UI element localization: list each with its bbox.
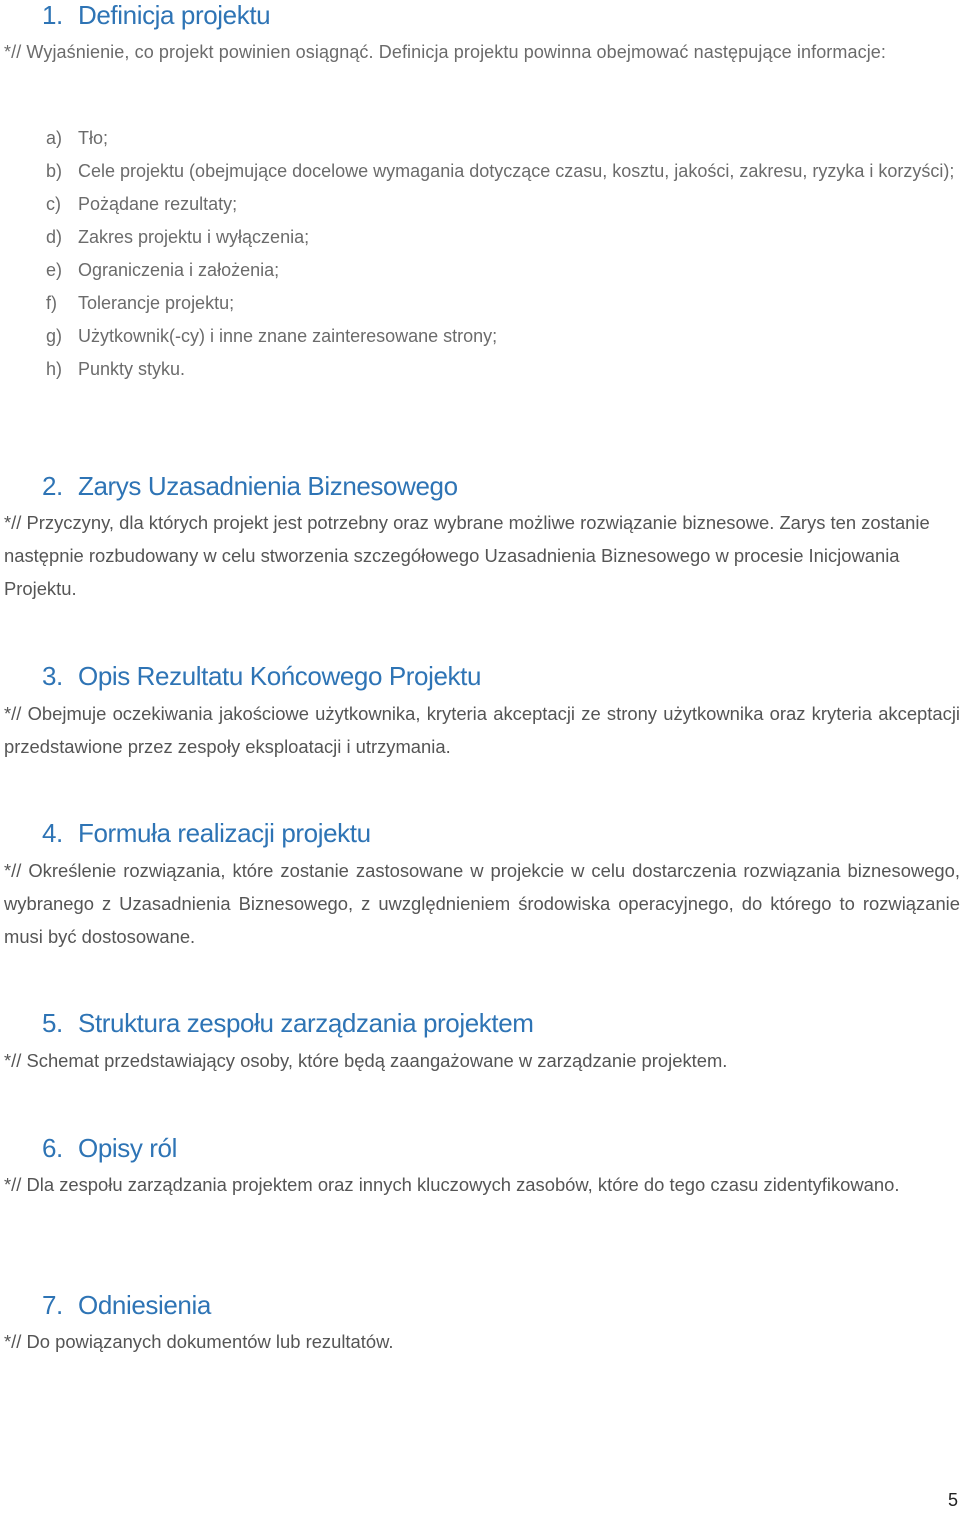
list-marker: g) [46, 326, 63, 346]
section-4-heading [42, 818, 371, 848]
list-marker: e) [46, 260, 63, 280]
section-4-text: *// Określenie rozwiązania, które zostanie zastosowane w projekcie w celu dostarczenia rozwiązania biznesowego, wybranego z Uzasadnienia Biznesowego, z uwzględnieniem środowiska operacyjnego, do którego to rozwiązanie musi być dostosowane. [4, 860, 960, 947]
section-title: Zarys Uzasadnienia Biznesowego [78, 471, 458, 501]
section-1-heading [42, 0, 270, 30]
list-marker: c) [46, 194, 61, 214]
section-6-heading [42, 1133, 177, 1163]
list-item [46, 320, 960, 353]
list-text: Użytkownik(-cy) i inne znane zainteresowane strony; [78, 326, 498, 346]
page-number: 5 [947, 1490, 958, 1510]
list-item [46, 254, 960, 287]
section-number: 6. [42, 1133, 63, 1163]
section-number: 4. [42, 818, 63, 848]
section-number: 5. [42, 1008, 63, 1038]
section-1-text: *// Wyjaśnienie, co projekt powinien osiągnąć. Definicja projektu powinna obejmować następujące informacje: [4, 42, 887, 62]
section-number: 7. [42, 1290, 63, 1320]
section-5-text: *// Schemat przedstawiający osoby, które będą zaangażowane w zarządzanie projektem. [4, 1050, 728, 1071]
section-title: Struktura zespołu zarządzania projektem [78, 1008, 534, 1038]
list-item [46, 122, 960, 155]
section-title: Formuła realizacji projektu [78, 818, 371, 848]
section-7-heading [42, 1290, 211, 1320]
section-2-heading [42, 471, 458, 501]
list-text: Tło; [78, 128, 109, 148]
list-marker: d) [46, 227, 63, 247]
list-text: Zakres projektu i wyłączenia; [78, 227, 310, 247]
list-item [46, 353, 960, 386]
section-7-text: *// Do powiązanych dokumentów lub rezultatów. [4, 1331, 394, 1352]
list-marker: f) [46, 293, 57, 313]
list-text: Cele projektu (obejmujące docelowe wymagania dotyczące czasu, kosztu, jakości, zakresu, ryzyka i korzyści); [78, 161, 955, 181]
list-item [46, 287, 960, 320]
list-text: Tolerancje projektu; [78, 293, 235, 313]
list-text: Punkty styku. [78, 359, 186, 379]
list-marker: b) [46, 161, 63, 181]
section-6-text: *// Dla zespołu zarządzania projektem oraz innych kluczowych zasobów, które do tego czasu zidentyfikowano. [4, 1174, 900, 1195]
section-title: Definicja projektu [78, 0, 271, 30]
list-item [46, 221, 960, 254]
section-3-text: *// Obejmuje oczekiwania jakościowe użytkownika, kryteria akceptacji ze strony użytkownika oraz kryteria akceptacji przedstawione przez zespoły eksploatacji i utrzymania. [4, 703, 960, 757]
list-text: Ograniczenia i założenia; [78, 260, 280, 280]
list-marker: a) [46, 128, 63, 148]
section-number: 2. [42, 471, 63, 501]
list-text: Pożądane rezultaty; [78, 194, 238, 214]
section-5-heading [42, 1008, 534, 1038]
definition-list [46, 122, 960, 386]
section-3-heading [42, 661, 481, 691]
list-item [46, 188, 960, 221]
section-title: Opis Rezultatu Końcowego Projektu [78, 661, 482, 691]
section-title: Odniesienia [78, 1290, 211, 1320]
section-number: 3. [42, 661, 63, 691]
list-item [46, 155, 960, 188]
section-title: Opisy ról [78, 1133, 177, 1163]
section-number: 1. [42, 0, 63, 30]
section-2-text: *// Przyczyny, dla których projekt jest potrzebny oraz wybrane możliwe rozwiązanie biznesowe. Zarys ten zostanie następnie rozbudowany w celu stworzenia szczegółowego Uzasadnienia Biznesowego w procesie Inicjowania Projektu. [4, 512, 930, 599]
list-marker: h) [46, 359, 63, 379]
